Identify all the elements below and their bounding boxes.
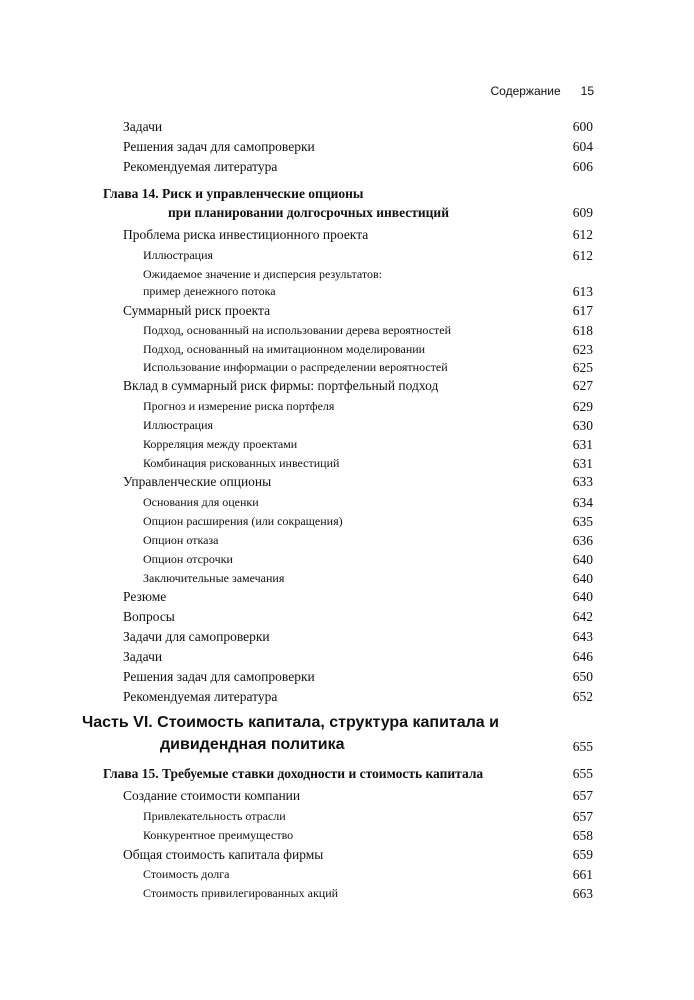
toc-entry-title: Задачи для самопроверки (123, 629, 270, 644)
toc-entry-title: Опцион отсрочки (143, 552, 233, 566)
toc-entry-page: 642 (572, 609, 593, 624)
toc-entry-page: 658 (572, 828, 593, 843)
part-title: дивидендная политика (160, 736, 345, 753)
toc-entry-page: 623 (572, 342, 593, 357)
toc-entry-page: 630 (572, 418, 593, 433)
toc-entry-title: Подход, основанный на имитационном моделировании (143, 342, 426, 356)
toc-entry-title: Конкурентное преимущество (143, 828, 294, 842)
toc-entry-page: 613 (572, 284, 593, 299)
toc-entry-title: Решения задач для самопроверки (123, 139, 315, 154)
toc-entry-page: 659 (572, 847, 593, 862)
toc-entry-title: Стоимость долга (143, 867, 230, 881)
toc-entry-title: Ожидаемое значение и дисперсия результатов: (143, 267, 382, 281)
part-title: Часть VI. Стоимость капитала, структура капитала и (82, 714, 499, 731)
chapter-title: Глава 15. Требуемые ставки доходности и стоимость капитала (103, 766, 484, 781)
toc-entry-page: 646 (572, 649, 593, 664)
toc-entry-title: Общая стоимость капитала фирмы (123, 847, 324, 862)
toc-entry-title: Опцион расширения (или сокращения) (143, 514, 343, 528)
toc-entry-page: 627 (572, 378, 593, 393)
toc-entry-title: Привлекательность отрасли (143, 809, 286, 823)
toc-entry-page: 629 (572, 399, 593, 414)
toc-entry-title: Суммарный риск проекта (123, 303, 271, 318)
toc-entry-title: Основания для оценки (143, 495, 259, 509)
toc-entry-page: 609 (572, 205, 593, 220)
toc-entry-title: Задачи (123, 119, 163, 134)
toc-entry-page: 600 (572, 119, 593, 134)
toc-entry-title: Стоимость привилегированных акций (143, 886, 339, 900)
toc-entry-page: 652 (572, 689, 593, 704)
toc-entry-page: 650 (572, 669, 593, 684)
toc-entry-page: 663 (572, 886, 593, 901)
toc-entry-page: 661 (572, 867, 593, 882)
toc-entry-page: 618 (572, 323, 593, 338)
toc-entry-page: 617 (572, 303, 593, 318)
toc-entry-page: 655 (572, 739, 593, 754)
toc-entry-title: Иллюстрация (143, 248, 214, 262)
toc-entry-page: 631 (572, 456, 593, 471)
toc-entry-title: Вклад в суммарный риск фирмы: портфельный подход (123, 378, 439, 393)
chapter-title: при планировании долгосрочных инвестиций (168, 205, 449, 220)
toc-entry-title: Создание стоимости компании (123, 788, 301, 803)
toc-entry-page: 657 (572, 788, 593, 803)
running-header (491, 84, 595, 98)
toc-entry-title: Проблема риска инвестиционного проекта (123, 227, 369, 242)
toc-entry-page: 640 (572, 571, 593, 586)
toc-entry-title: Корреляция между проектами (143, 437, 298, 451)
toc-entry-title: пример денежного потока (143, 284, 276, 298)
toc-entry-title: Вопросы (123, 609, 175, 624)
toc-entry-title: Управленческие опционы (123, 474, 272, 489)
toc-entry-page: 634 (572, 495, 593, 510)
toc-entry-page: 606 (572, 159, 593, 174)
toc-entry-title: Задачи (123, 649, 163, 664)
toc-entry-page: 657 (572, 809, 593, 824)
toc-entry-page: 640 (572, 552, 593, 567)
toc-entry-title: Решения задач для самопроверки (123, 669, 315, 684)
header-page-number: 15 (580, 84, 594, 98)
toc-entry-title: Иллюстрация (143, 418, 214, 432)
toc-entry-title: Комбинация рискованных инвестиций (143, 456, 340, 470)
toc-entry-page: 612 (572, 227, 593, 242)
toc-entry-page: 625 (572, 360, 593, 375)
toc-entry-page: 612 (572, 248, 593, 263)
toc-entry-page: 655 (572, 766, 593, 781)
toc-entry-page: 635 (572, 514, 593, 529)
chapter-title: Глава 14. Риск и управленческие опционы (103, 186, 364, 201)
toc-entry-title: Рекомендуемая литература (123, 689, 278, 704)
toc-entry-page: 604 (572, 139, 593, 154)
toc-entry-page: 643 (572, 629, 593, 644)
toc-entry-title: Опцион отказа (143, 533, 219, 547)
toc-entry-title: Заключительные замечания (143, 571, 285, 585)
toc-entry-title: Резюме (123, 589, 167, 604)
toc-entry-page: 633 (572, 474, 593, 489)
toc-entry-title: Подход, основанный на использовании дерева вероятностей (143, 323, 452, 337)
toc-entry-title: Рекомендуемая литература (123, 159, 278, 174)
header-title: Содержание (490, 84, 561, 98)
toc-entry-title: Использование информации о распределении вероятностей (143, 360, 448, 374)
toc-entry-title: Прогноз и измерение риска портфеля (143, 399, 335, 413)
toc-entry-page: 640 (572, 589, 593, 604)
toc-entry-page: 631 (572, 437, 593, 452)
toc-entry-page: 636 (572, 533, 593, 548)
